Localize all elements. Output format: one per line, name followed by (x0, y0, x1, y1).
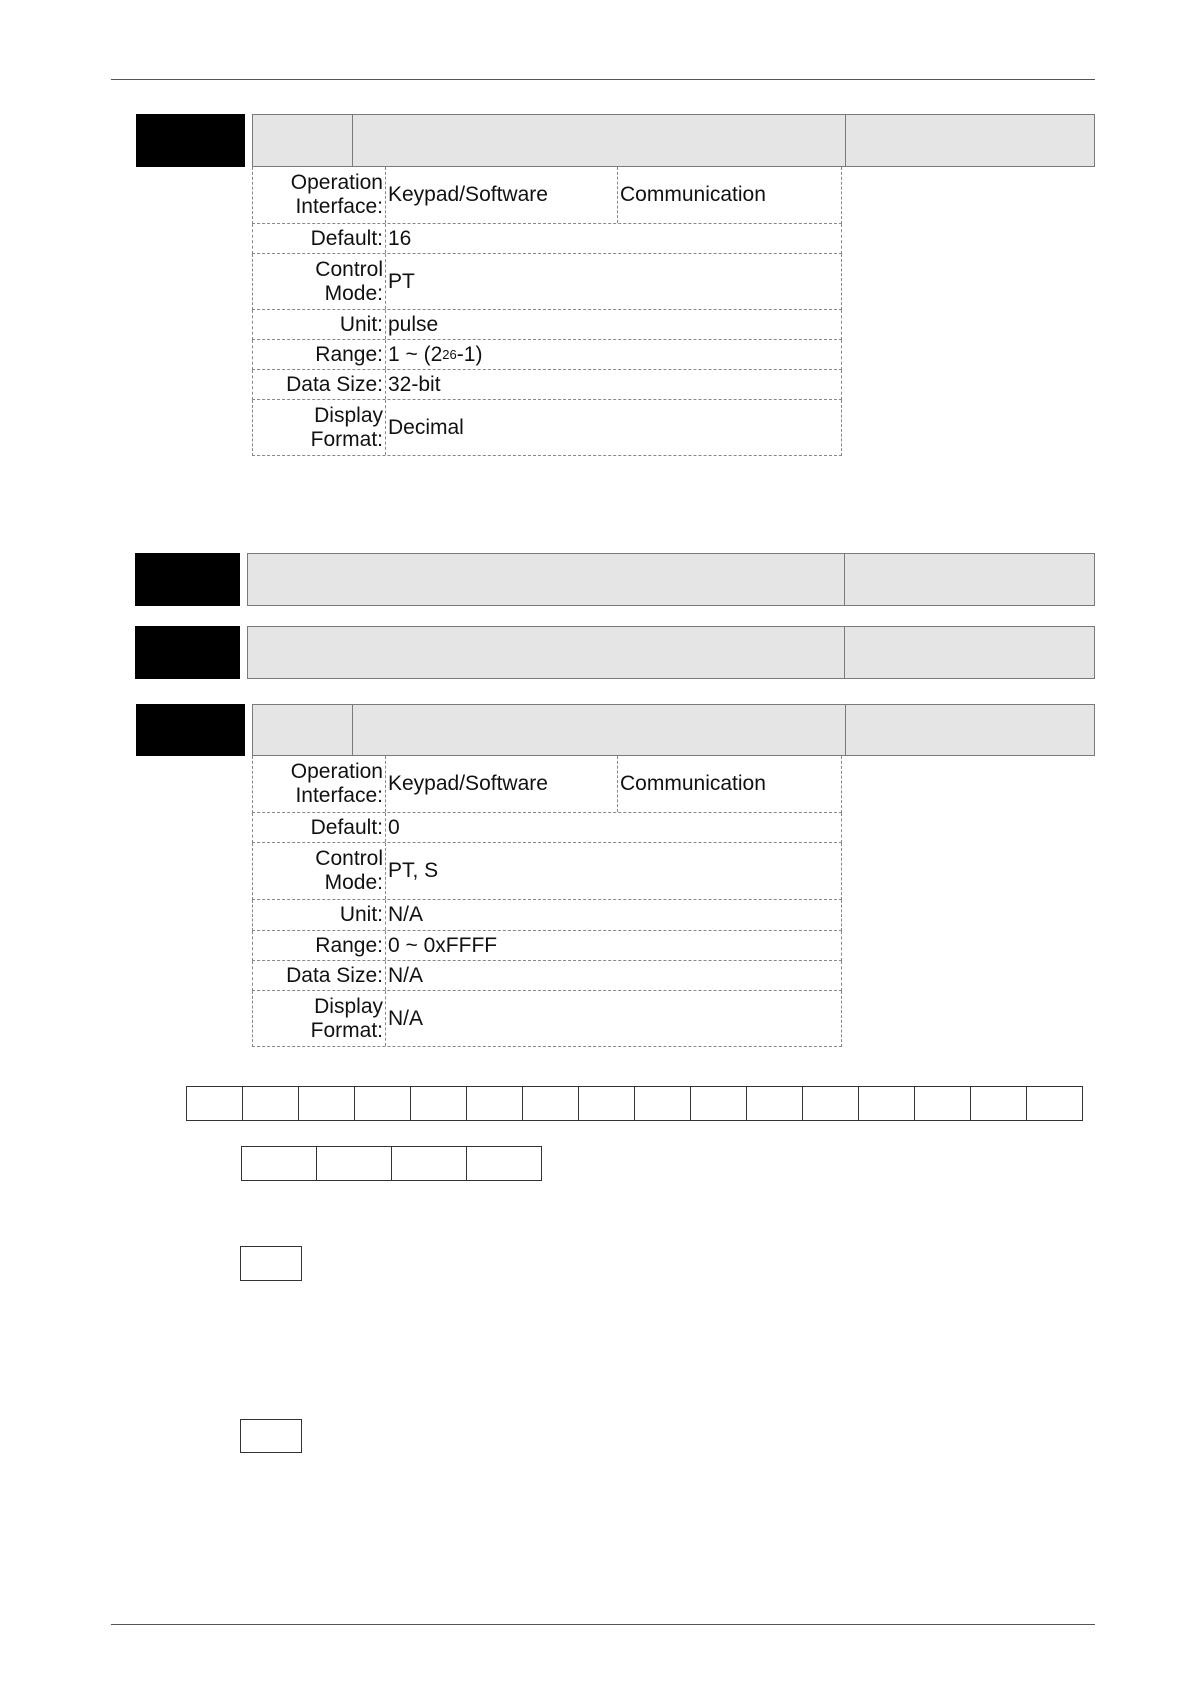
attr-value: 16 (388, 226, 412, 250)
attr-row-default (252, 224, 842, 254)
param-code-block-3 (135, 626, 240, 679)
attr-label: Range: (253, 340, 386, 369)
attr-row-unit (252, 900, 842, 931)
param-header-cell-2a (247, 553, 845, 606)
bit-table (186, 1086, 1090, 1121)
param-header-cell-1a (252, 114, 353, 167)
bit-cell-8 (634, 1086, 691, 1121)
attr-row-control-mode (252, 254, 842, 310)
attr-label: Unit: (253, 310, 386, 339)
attr-row-control-mode (252, 843, 842, 900)
attr-value-text: Keypad/Software (388, 772, 548, 795)
nibble-table (241, 1146, 541, 1181)
attr-value (388, 756, 841, 812)
attr-label: Data Size: (253, 370, 386, 399)
attr-label: Unit: (253, 900, 386, 930)
nibble-cell-1 (316, 1146, 392, 1181)
attr-row-data-size (252, 961, 842, 991)
attr-label: Display Format: (253, 400, 386, 455)
attr-row-range (252, 340, 842, 370)
attr-label: Display Format: (253, 991, 386, 1046)
top-rule (111, 79, 1095, 80)
bit-cell-3 (354, 1086, 411, 1121)
bit-cell-12 (858, 1086, 915, 1121)
attr-value: pulse (388, 312, 439, 336)
attr-value: 32-bit (388, 372, 441, 396)
param-attributes-1 (252, 167, 842, 460)
param-header-cell-2b (844, 553, 1095, 606)
nibble-cell-2 (391, 1146, 467, 1181)
param-attributes-4 (252, 756, 842, 1049)
attr-label: Operation Interface: (253, 756, 386, 812)
attr-row-display-format (252, 991, 842, 1047)
attr-value: N/A (388, 963, 424, 987)
attr-row-operation-interface (252, 167, 842, 224)
nibble-cell-0 (241, 1146, 317, 1181)
attr-label: Control Mode: (253, 254, 386, 309)
param-header-cell-3b (844, 626, 1095, 679)
bit-cell-0 (186, 1086, 243, 1121)
param-header-cell-4c (845, 704, 1095, 756)
attr-row-data-size (252, 370, 842, 400)
setting-box-2 (240, 1419, 302, 1453)
attr-value: PT (388, 269, 415, 293)
range-suffix: -1) (456, 342, 483, 366)
attr-value: 0 ~ 0xFFFF (388, 933, 498, 957)
bit-cell-11 (802, 1086, 859, 1121)
bit-cell-4 (410, 1086, 467, 1121)
attr-label: Default: (253, 224, 386, 253)
attr-value-2: Communication (617, 167, 766, 223)
bit-cell-2 (298, 1086, 355, 1121)
param-header-cell-3a (247, 626, 845, 679)
attr-value-text: Keypad/Software (388, 183, 548, 206)
range-prefix: 1 ~ (2 (388, 342, 443, 366)
attr-value: N/A (388, 903, 424, 926)
attr-label: Operation Interface: (253, 167, 386, 223)
param-code-block-2 (135, 553, 240, 606)
attr-value (388, 167, 841, 223)
attr-label: Control Mode: (253, 843, 386, 899)
bottom-rule (111, 1624, 1095, 1625)
nibble-cell-3 (466, 1146, 542, 1181)
bit-cell-13 (914, 1086, 971, 1121)
attr-value-2: Communication (617, 756, 766, 812)
attr-value: 0 (388, 815, 400, 839)
bit-cell-1 (242, 1086, 299, 1121)
attr-value: PT, S (388, 859, 439, 882)
param-code-block-1 (136, 114, 245, 167)
attr-value: 1 ~ (2 26 -1) (388, 342, 483, 366)
bit-cell-14 (970, 1086, 1027, 1121)
attr-row-default (252, 813, 842, 843)
attr-row-range (252, 931, 842, 961)
attr-value: Decimal (388, 415, 464, 439)
param-header-cell-1c (845, 114, 1095, 167)
bit-cell-6 (522, 1086, 579, 1121)
attr-label: Data Size: (253, 961, 386, 990)
bit-cell-10 (746, 1086, 803, 1121)
param-header-cell-4a (252, 704, 353, 756)
setting-box-1 (240, 1246, 302, 1281)
attr-row-display-format (252, 400, 842, 456)
bit-cell-9 (690, 1086, 747, 1121)
param-header-cell-1b (352, 114, 846, 167)
bit-cell-15 (1026, 1086, 1083, 1121)
bit-cell-7 (578, 1086, 635, 1121)
param-header-cell-4b (352, 704, 846, 756)
attr-row-operation-interface (252, 756, 842, 813)
attr-value: N/A (388, 1006, 424, 1030)
attr-label: Default: (253, 813, 386, 842)
bit-cell-5 (466, 1086, 523, 1121)
attr-row-unit (252, 310, 842, 340)
attr-label: Range: (253, 931, 386, 960)
param-code-block-4 (136, 704, 245, 756)
